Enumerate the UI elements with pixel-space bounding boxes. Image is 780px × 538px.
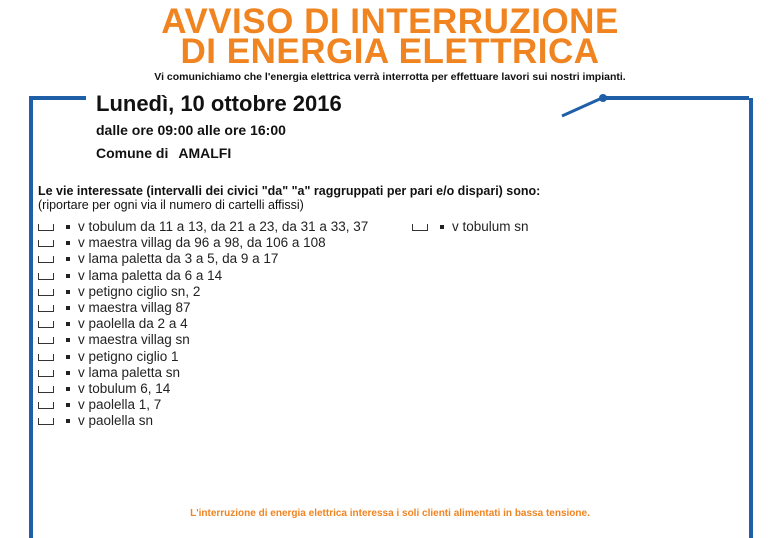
street-item [38, 397, 398, 413]
street-text: v paolella da 2 a 4 [78, 316, 188, 332]
street-text: v tobulum 6, 14 [78, 381, 171, 397]
title-line-1: AVVISO DI INTERRUZIONE [161, 2, 619, 41]
street-text: v tobulum sn [452, 219, 529, 234]
street-item [38, 300, 398, 316]
bullet-icon [440, 225, 444, 229]
street-text: v paolella sn [78, 413, 154, 429]
streets-list-column-2 [412, 219, 712, 235]
bullet-icon [66, 225, 70, 229]
street-item [38, 316, 398, 332]
street-text: v lama paletta da 3 a 5, da 9 a 17 [78, 251, 279, 267]
bullet-icon [66, 274, 70, 278]
bullet-icon [66, 387, 70, 391]
street-item [38, 413, 398, 429]
footer-note: L'interruzione di energia elettrica interessa i soli clienti alimentati in bassa tensione. [190, 508, 590, 519]
interruption-hours: dalle ore 09:00 alle ore 16:00 [96, 122, 286, 138]
sign-count-box-icon [38, 289, 54, 296]
sign-count-box-icon [38, 337, 54, 344]
street-text: v maestra villag 87 [78, 300, 191, 316]
street-text: v petigno ciglio 1 [78, 348, 179, 364]
street-item [38, 268, 398, 284]
bullet-icon [66, 306, 70, 310]
streets-list-column-1 [38, 219, 398, 430]
sign-count-box-icon [38, 354, 54, 361]
street-text: v lama paletta sn [78, 364, 181, 380]
sign-count-box-icon [38, 240, 54, 247]
title-line-2: DI ENERGIA ELETTRICA [180, 32, 600, 71]
sign-count-box-icon [38, 273, 54, 280]
street-item [412, 219, 712, 235]
sign-count-box-icon [38, 386, 54, 393]
bullet-icon [66, 338, 70, 342]
street-item [38, 235, 398, 251]
bullet-icon [66, 355, 70, 359]
comune-label: Comune di [96, 145, 169, 161]
street-text: v lama paletta da 6 a 14 [78, 267, 223, 283]
bullet-icon [66, 290, 70, 294]
street-item [38, 381, 398, 397]
bullet-icon [66, 241, 70, 245]
sign-count-box-icon [38, 402, 54, 409]
interruption-date: Lunedì, 10 ottobre 2016 [96, 91, 342, 116]
bullet-icon [66, 257, 70, 261]
frame-top-right [600, 96, 749, 100]
sign-count-box-icon [38, 321, 54, 328]
frame-top-left [29, 96, 86, 100]
street-text: v maestra villag da 96 a 98, da 106 a 108 [78, 235, 326, 251]
sign-count-box-icon [38, 305, 54, 312]
street-text: v petigno ciglio sn, 2 [78, 283, 201, 299]
comune-name: AMALFI [178, 145, 232, 161]
sign-count-box-icon [38, 418, 54, 425]
sign-count-box-icon [38, 224, 54, 231]
street-text: v tobulum da 11 a 13, da 21 a 23, da 31 a 33, 37 [78, 219, 369, 234]
street-item [38, 219, 398, 235]
subtitle: Vi comunichiamo che l'energia elettrica verrà interrotta per effettuare lavori sui nostri impianti. [154, 71, 626, 83]
sign-count-box-icon [412, 224, 428, 231]
street-item [38, 332, 398, 348]
street-item [38, 365, 398, 381]
bullet-icon [66, 403, 70, 407]
street-text: v maestra villag sn [78, 332, 190, 348]
streets-note: (riportare per ogni via il numero di cartelli affissi) [38, 198, 304, 212]
comune-line [96, 145, 231, 161]
bullet-icon [66, 419, 70, 423]
street-text: v paolella 1, 7 [78, 397, 162, 413]
bullet-icon [66, 371, 70, 375]
street-item [38, 349, 398, 365]
bullet-icon [66, 322, 70, 326]
sign-count-box-icon [38, 256, 54, 263]
pin-icon [560, 88, 620, 122]
street-item [38, 251, 398, 267]
streets-heading: Le vie interessate (intervalli dei civici "da" "a" raggruppati per pari e/o dispari) sono: [38, 184, 541, 198]
street-item [38, 284, 398, 300]
sign-count-box-icon [38, 370, 54, 377]
